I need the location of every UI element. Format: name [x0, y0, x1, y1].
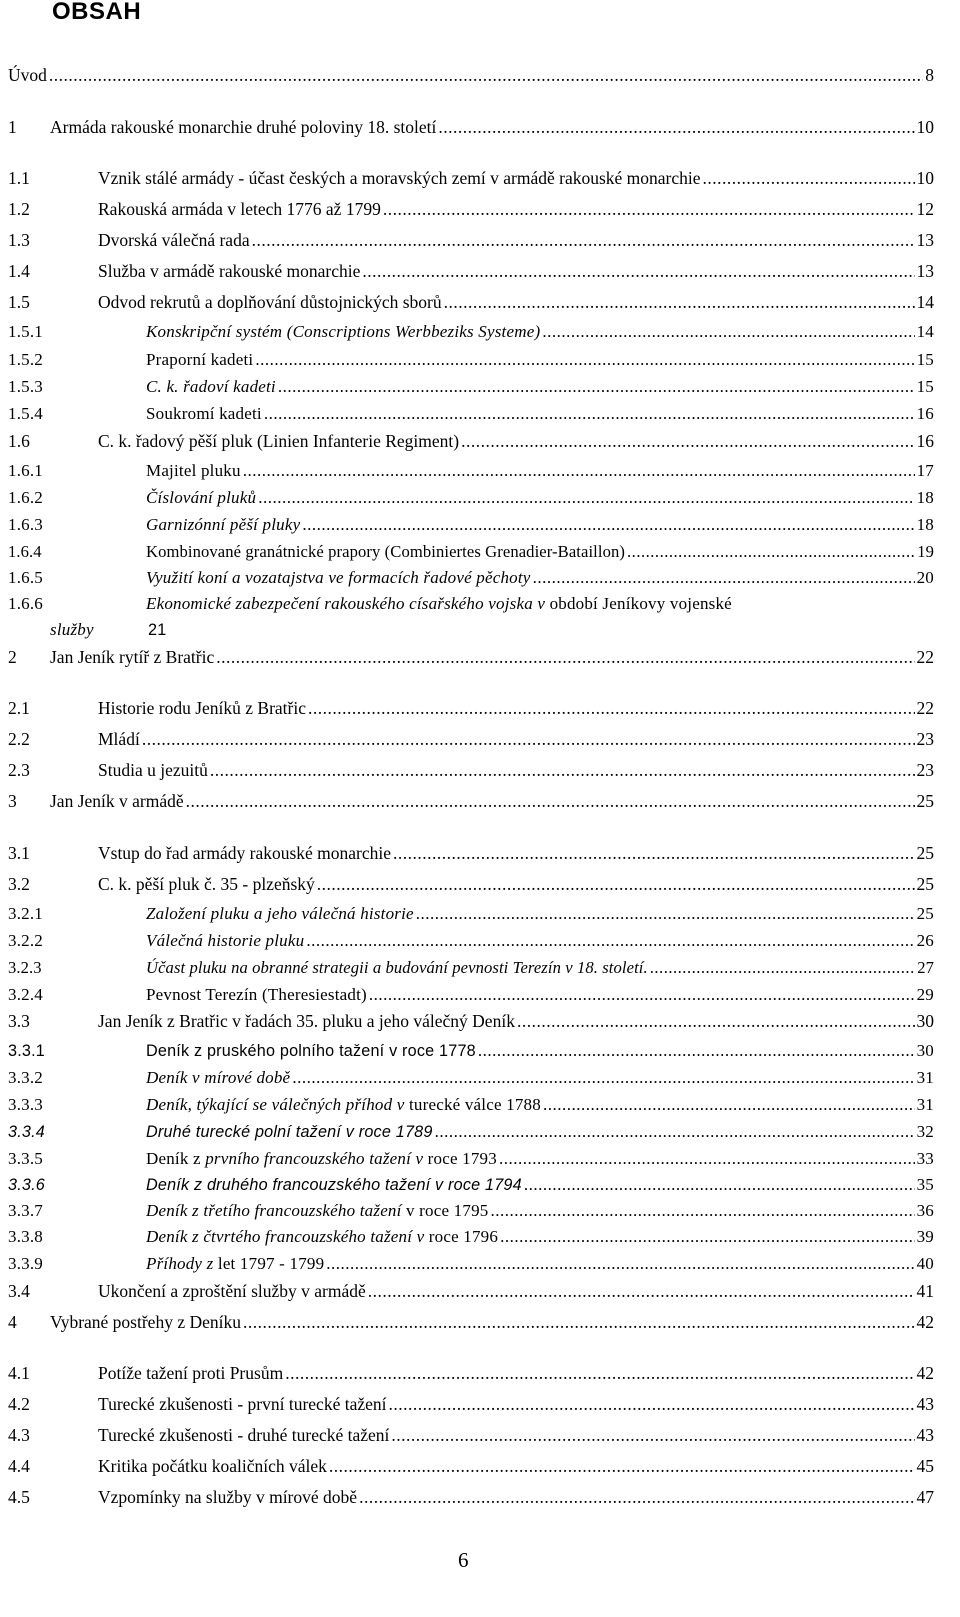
toc-entry-number: 3.3.1 — [8, 1042, 46, 1060]
toc-entry-number: 3.3.8 — [8, 1227, 43, 1246]
toc-entry-page: 43 — [916, 1425, 934, 1445]
toc-entry-number: 3.2 — [8, 874, 30, 894]
toc-entry-page: 25 — [916, 843, 934, 863]
toc-entry-page: 42 — [916, 1312, 934, 1332]
toc-leader-dots — [627, 541, 915, 563]
toc-entry-title: Založení pluku a jeho válečná historie — [146, 904, 414, 923]
toc-entry-number: 2 — [8, 647, 17, 667]
toc-entry-1-5-3[interactable] — [8, 372, 934, 398]
toc-entry-title: Turecké zkušenosti - druhé turecké tažení — [98, 1425, 390, 1445]
toc-entry-3-2-3[interactable] — [8, 953, 934, 979]
toc-entry-page: 31 — [916, 1095, 934, 1114]
toc-entry-page: 25 — [916, 791, 934, 811]
toc-leader-dots — [285, 1362, 914, 1384]
toc-entry-title: Válečná historie pluku — [146, 931, 305, 950]
toc-entry-page: 30 — [916, 1041, 934, 1060]
toc-entry-3-3-5[interactable] — [8, 1144, 934, 1170]
toc-entry-title: Jan Jeník rytíř z Bratřic — [50, 647, 215, 667]
toc-entry-title: C. k. řadový pěší pluk (Linien Infanterie Regiment) — [98, 431, 460, 451]
toc-leader-dots — [255, 349, 914, 371]
toc-entry-page: 39 — [916, 1227, 934, 1246]
toc-entry-number: 3.2.2 — [8, 931, 43, 950]
toc-entry-number: 1 — [8, 117, 17, 137]
toc-leader-dots — [524, 1174, 915, 1196]
toc-entry-page: 35 — [916, 1175, 934, 1194]
toc-entry-3-2-1[interactable] — [8, 899, 934, 925]
toc-entry-title-italic: prvního francouzského tažení v — [205, 1149, 424, 1168]
toc-entry-title: Druhé turecké polní tažení v roce 1789 — [146, 1123, 433, 1141]
toc-entry-number: 3 — [8, 791, 17, 811]
toc-entry-page: 31 — [916, 1068, 934, 1087]
toc-entry-number: 3.1 — [8, 843, 30, 863]
toc-entry-number: 1.6.2 — [8, 488, 43, 507]
toc-entry-page: 45 — [916, 1456, 934, 1476]
toc-leader-dots — [543, 1094, 915, 1116]
toc-entry-title — [146, 1148, 497, 1170]
toc-entry-title-italic: třetího francouzského tažení — [203, 1201, 402, 1220]
toc-entry-page: 19 — [917, 542, 934, 561]
toc-entry-1-4[interactable] — [8, 256, 934, 282]
toc-entry-page: 15 — [916, 377, 934, 396]
toc-entry-page: 23 — [916, 760, 934, 780]
toc-entry-page: 47 — [916, 1487, 934, 1507]
toc-leader-dots — [359, 1486, 914, 1508]
toc-leader-dots — [703, 167, 915, 189]
toc-entry-title: Jan Jeník z Bratřic v řadách 35. pluku a jeho válečný Deník — [98, 1011, 515, 1031]
toc-entry-number: 3.3.4 — [8, 1123, 46, 1141]
toc-entry-page: 23 — [916, 729, 934, 749]
toc-entry-2[interactable] — [8, 642, 934, 668]
toc-entry-title: Kritika počátku koaličních válek — [98, 1456, 327, 1476]
toc-leader-dots — [243, 460, 915, 482]
toc-leader-dots — [517, 1010, 915, 1032]
toc-leader-dots — [317, 873, 915, 895]
toc-entry-title: Číslování pluků — [146, 488, 257, 507]
toc-leader-dots — [49, 64, 923, 86]
toc-leader-dots — [142, 728, 915, 750]
toc-entry-title-plain: Deník z — [146, 1149, 201, 1168]
toc-entry-title: Ukončení a zproštění služby v armádě — [98, 1281, 366, 1301]
toc-entry-4-4[interactable] — [8, 1451, 934, 1477]
toc-entry-1-6-3[interactable] — [8, 510, 934, 536]
toc-leader-dots — [478, 1040, 915, 1062]
toc-entry-title-italic: Ekonomické zabezpečení rakouského císařského vojska v — [146, 594, 546, 613]
toc-entry-3-4[interactable] — [8, 1276, 934, 1302]
toc-leader-dots — [368, 1280, 915, 1302]
toc-entry-number: 1.5.2 — [8, 350, 43, 369]
toc-entry-2-3[interactable] — [8, 755, 934, 781]
toc-entry-page: 33 — [916, 1149, 934, 1168]
toc-entry-3[interactable] — [8, 786, 934, 812]
toc-entry-page: 25 — [916, 874, 934, 894]
toc-entry-page: 22 — [916, 698, 934, 718]
toc-entry-3-3-9[interactable] — [8, 1249, 934, 1275]
toc-entry-1-5-1[interactable] — [8, 317, 934, 343]
toc-entry-number: 1.1 — [8, 168, 30, 188]
toc-entry-number: 1.6.4 — [8, 542, 42, 561]
toc-leader-dots — [438, 116, 914, 138]
toc-entry-number: 4.4 — [8, 1456, 30, 1476]
toc-entry-title-plain: roce 1793 — [427, 1149, 497, 1168]
toc-leader-dots — [444, 291, 915, 313]
toc-entry-page: 25 — [916, 904, 934, 923]
toc-entry-number: 4.5 — [8, 1487, 30, 1507]
toc-entry-page: 22 — [916, 647, 934, 667]
toc-entry-page: 18 — [916, 488, 934, 507]
toc-entry-title: C. k. řadoví kadeti — [146, 377, 276, 396]
toc-entry-4[interactable] — [8, 1307, 934, 1333]
toc-entry-page: 10 — [916, 168, 934, 188]
toc-entry-number: 4.1 — [8, 1363, 30, 1383]
toc-entry-page: 20 — [916, 568, 934, 587]
toc-leader-dots — [302, 514, 914, 536]
toc-entry-page: 42 — [916, 1363, 934, 1383]
toc-entry-title-italic: Deník z — [146, 1227, 199, 1246]
toc-entry-title-italic: Deník, týkající se válečných příhod v — [146, 1095, 405, 1114]
toc-entry-number: 1.5.3 — [8, 377, 43, 396]
toc-entry-page: 27 — [917, 958, 934, 977]
toc-entry-title-plain: roce 1796 — [428, 1227, 499, 1246]
toc-entry-title-cont: služby — [50, 620, 94, 639]
toc-entry-number: 4.2 — [8, 1394, 30, 1414]
toc-entry-2-2[interactable] — [8, 724, 934, 750]
toc-leader-dots — [243, 1311, 915, 1333]
toc-entry-title-plain: období Jeníkovy vojenské — [549, 594, 732, 613]
toc-entry-title: Deník z pruského polního tažení v roce 1778 — [146, 1042, 476, 1060]
toc-entry-page: 17 — [916, 461, 934, 480]
toc-entry-title — [146, 1253, 324, 1275]
toc-entry-4-2[interactable] — [8, 1389, 934, 1415]
toc-entry-1[interactable] — [8, 112, 934, 138]
toc-entry-page: 41 — [916, 1281, 934, 1301]
toc-entry-page: 29 — [916, 985, 934, 1004]
toc-entry-number: 2.1 — [8, 698, 30, 718]
toc-entry-number: 3.3.9 — [8, 1254, 43, 1273]
toc-entry-page: 18 — [916, 515, 934, 534]
toc-entry-number: 1.4 — [8, 261, 30, 281]
toc-entry-3-2-4[interactable] — [8, 980, 934, 1006]
toc-leader-dots — [210, 759, 915, 781]
toc-entry-number: 3.3 — [8, 1011, 30, 1031]
toc-leader-dots — [416, 903, 915, 925]
toc-leader-dots — [369, 984, 915, 1006]
toc-entry-title — [146, 1226, 498, 1248]
toc-entry-title: Služba v armádě rakouské monarchie — [98, 261, 361, 281]
toc-leader-dots — [186, 790, 915, 812]
toc-entry-title-italic: Příhody z — [146, 1254, 214, 1273]
toc-leader-dots — [391, 1424, 914, 1446]
toc-entry-number: 3.3.2 — [8, 1068, 43, 1087]
toc-entry-title: Historie rodu Jeníků z Bratřic — [98, 698, 307, 718]
toc-entry-number: 3.2.4 — [8, 985, 43, 1004]
toc-entry-1-6-1[interactable] — [8, 456, 934, 482]
toc-entry-page: 30 — [916, 1011, 934, 1031]
toc-entry-4-3[interactable] — [8, 1420, 934, 1446]
toc-entry-number: 3.3.5 — [8, 1149, 43, 1168]
toc-entry-title: Garnizónní pěší pluky — [146, 515, 301, 534]
toc-leader-dots — [326, 1253, 914, 1275]
toc-entry-3-3-6[interactable] — [8, 1170, 934, 1196]
toc-entry-number: 4 — [8, 1312, 17, 1332]
toc-entry-title — [146, 1200, 488, 1222]
toc-entry-title-plain: turecké válce 1788 — [408, 1095, 541, 1114]
toc-entry-page: 12 — [916, 199, 934, 219]
toc-leader-dots — [499, 1148, 915, 1170]
toc-leader-dots — [329, 1455, 915, 1477]
toc-entry-number: 4.3 — [8, 1425, 30, 1445]
toc-entry-3-3-1[interactable] — [8, 1036, 934, 1062]
toc-leader-dots — [362, 260, 914, 282]
toc-entry-title: Úvod — [8, 65, 47, 85]
toc-entry-1-6-4[interactable] — [8, 537, 934, 563]
toc-entry-number: 1.5.4 — [8, 404, 43, 423]
page-title: OBSAH — [52, 0, 142, 25]
toc-leader-dots — [533, 567, 915, 589]
toc-leader-dots — [292, 1067, 914, 1089]
toc-entry-1-5[interactable] — [8, 287, 934, 313]
toc-entry-3-3-3[interactable] — [8, 1090, 934, 1116]
toc-entry-1-6-6[interactable] — [8, 589, 934, 615]
toc-entry-title: Deník z druhého francouzského tažení v roce 1794 — [146, 1176, 522, 1194]
toc-entry-page: 43 — [916, 1394, 934, 1414]
toc-entry-1-6-5[interactable] — [8, 563, 934, 589]
toc-entry-page: 32 — [916, 1122, 934, 1141]
toc-entry-number: 3.2.3 — [8, 958, 42, 977]
toc-entry-page: 8 — [925, 65, 934, 85]
toc-entry-page: 16 — [916, 431, 934, 451]
toc-entry-3-2[interactable] — [8, 869, 934, 895]
toc-entry-number: 1.5 — [8, 292, 30, 312]
toc-entry-3-3-4[interactable] — [8, 1117, 934, 1143]
toc-leader-dots — [500, 1226, 915, 1248]
toc-entry-number: 3.4 — [8, 1281, 30, 1301]
toc-entry-title: Využití koní a vozatajstva ve formacích řadové pěchoty — [146, 568, 531, 587]
toc-entry-number: 1.3 — [8, 230, 30, 250]
toc-entry-1-5-4[interactable] — [8, 399, 934, 425]
toc-entry-3-3-8[interactable] — [8, 1222, 934, 1248]
toc-entry-page: 36 — [916, 1201, 934, 1220]
toc-leader-dots — [264, 403, 915, 425]
toc-entry-1-6[interactable] — [8, 426, 934, 452]
toc-entry-3-3[interactable] — [8, 1006, 934, 1032]
toc-entry-title-plain: v roce 1795 — [406, 1201, 489, 1220]
toc-entry-title: Odvod rekrutů a doplňování důstojnických sborů — [98, 292, 442, 312]
toc-entry-1-2[interactable] — [8, 194, 934, 220]
toc-entry-page: 13 — [916, 261, 934, 281]
toc-entry-3-3-7[interactable] — [8, 1196, 934, 1222]
toc-entry-number: 2.3 — [8, 760, 30, 780]
toc-entry-title: Dvorská válečná rada — [98, 230, 250, 250]
toc-entry-page: 14 — [916, 292, 934, 312]
toc-entry-title — [146, 1094, 541, 1116]
toc-entry-number: 1.6.1 — [8, 461, 43, 480]
toc-entry-number: 3.3.7 — [8, 1201, 43, 1220]
toc-entry-title: C. k. pěší pluk č. 35 - plzeňský — [98, 874, 315, 894]
toc-entry-page: 13 — [916, 230, 934, 250]
toc-entry-uvod[interactable] — [8, 60, 934, 86]
toc-entry-1-5-2[interactable] — [8, 345, 934, 371]
toc-entry-title-plain: let 1797 - 1799 — [217, 1254, 325, 1273]
toc-entry-4-1[interactable] — [8, 1358, 934, 1384]
toc-entry-number: 1.2 — [8, 199, 30, 219]
toc-leader-dots — [435, 1121, 915, 1143]
toc-entry-3-1[interactable] — [8, 838, 934, 864]
toc-entry-1-6-6-cont[interactable] — [8, 615, 934, 641]
toc-entry-3-2-2[interactable] — [8, 926, 934, 952]
toc-entry-title: Účast pluku na obranné strategii a budování pevnosti Terezín v 18. století. — [146, 958, 648, 977]
toc-entry-page: 10 — [916, 117, 934, 137]
toc-leader-dots — [308, 697, 914, 719]
toc-entry-title: Vznik stálé armády - účast českých a moravských zemí v armádě rakouské monarchie — [98, 168, 701, 188]
toc-entry-number: 1.6 — [8, 431, 30, 451]
toc-entry-number: 1.6.5 — [8, 568, 43, 587]
toc-entry-title: Turecké zkušenosti - první turecké tažení — [98, 1394, 387, 1414]
toc-entry-2-1[interactable] — [8, 693, 934, 719]
toc-leader-dots — [490, 1200, 914, 1222]
toc-entry-1-6-2[interactable] — [8, 483, 934, 509]
toc-entry-title: Vzpomínky na služby v mírové době — [98, 1487, 358, 1507]
toc-entry-title: Jan Jeník v armádě — [50, 791, 184, 811]
toc-leader-dots — [306, 930, 914, 952]
toc-entry-title-italic: čtvrtého francouzského tažení v — [203, 1227, 425, 1246]
toc-leader-dots — [650, 957, 915, 979]
toc-entry-title: Pevnost Terezín (Theresiestadt) — [146, 985, 367, 1004]
toc-entry-title — [146, 593, 732, 615]
toc-entry-page: 21 — [148, 621, 167, 639]
toc-entry-1-1[interactable] — [8, 163, 934, 189]
toc-entry-number: 3.2.1 — [8, 904, 43, 923]
toc-entry-number: 1.6.6 — [8, 594, 43, 613]
toc-entry-title: Praporní kadeti — [146, 350, 254, 369]
toc-entry-4-5[interactable] — [8, 1482, 934, 1508]
toc-entry-1-3[interactable] — [8, 225, 934, 251]
toc-entry-3-3-2[interactable] — [8, 1063, 934, 1089]
toc-entry-number: 3.3.6 — [8, 1176, 46, 1194]
toc-entry-title: Potíže tažení proti Prusům — [98, 1363, 284, 1383]
toc-leader-dots — [393, 842, 914, 864]
toc-entry-number: 3.3.3 — [8, 1095, 43, 1114]
toc-entry-title: Mládí — [98, 729, 140, 749]
toc-entry-title: Rakouská armáda v letech 1776 až 1799 — [98, 199, 381, 219]
toc-entry-number: 1.6.3 — [8, 515, 43, 534]
toc-entry-title: Majitel pluku — [146, 461, 241, 480]
toc-entry-title: Armáda rakouské monarchie druhé poloviny 18. století — [50, 117, 437, 137]
toc-entry-title: Studia u jezuitů — [98, 760, 208, 780]
toc-entry-title: Kombinované granátnické prapory (Combiniertes Grenadier-Bataillon) — [146, 542, 626, 561]
toc-entry-number: 1.5.1 — [8, 322, 43, 341]
toc-entry-number: 2.2 — [8, 729, 30, 749]
toc-leader-dots — [252, 229, 915, 251]
toc-entry-title: Konskripční systém (Conscriptions Werbbeziks Systeme) — [146, 322, 541, 341]
toc-entry-page: 16 — [916, 404, 934, 423]
toc-entry-page: 26 — [916, 931, 934, 950]
toc-entry-title: Vstup do řad armády rakouské monarchie — [98, 843, 392, 863]
toc-leader-dots — [389, 1393, 915, 1415]
toc-entry-page: 14 — [916, 322, 934, 341]
toc-entry-page: 15 — [916, 350, 934, 369]
toc-leader-dots — [383, 198, 915, 220]
toc-leader-dots — [542, 321, 914, 343]
toc-entry-title-italic: Deník z — [146, 1201, 199, 1220]
page-number: 6 — [458, 1548, 469, 1572]
toc-entry-title: Soukromí kadeti — [146, 404, 262, 423]
toc-leader-dots — [278, 376, 915, 398]
toc-leader-dots — [461, 430, 914, 452]
toc-entry-title: Vybrané postřehy z Deníku — [50, 1312, 241, 1332]
toc-leader-dots — [216, 646, 914, 668]
toc-entry-title: Deník v mírové době — [146, 1068, 291, 1087]
toc-entry-page: 40 — [916, 1254, 934, 1273]
toc-leader-dots — [258, 487, 914, 509]
